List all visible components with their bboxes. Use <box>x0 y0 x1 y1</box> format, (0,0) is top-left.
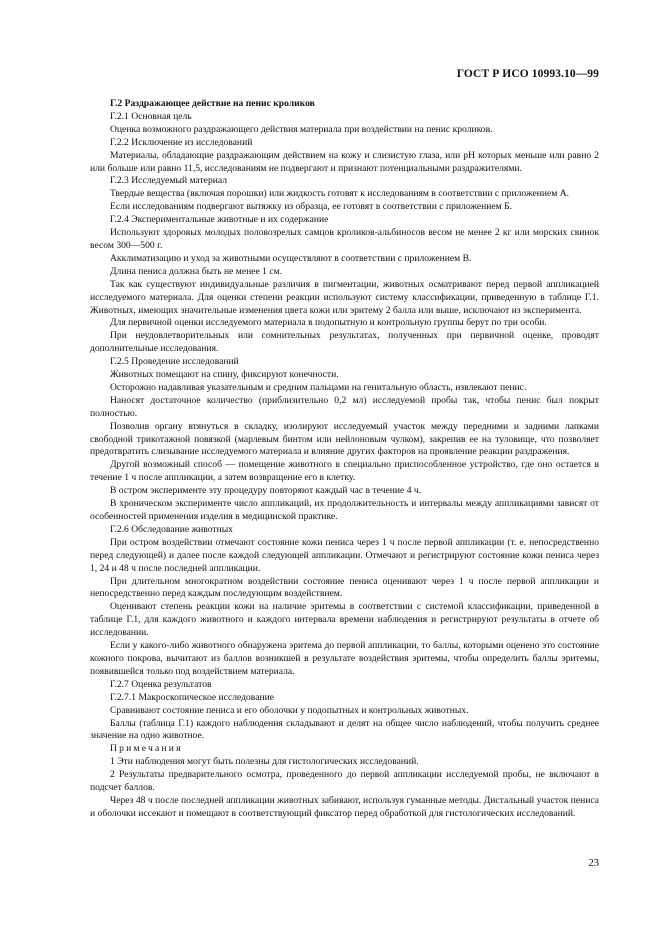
paragraph: Другой возможный способ — помещение животного в специально приспособленное устройство, где оно остается в течение 1 ч после аппликации, а затем возвращение его в клетку. <box>90 459 599 484</box>
paragraph: Баллы (таблица Г.1) каждого наблюдения складывают и делят на общее число наблюдений, чтобы получить среднее значение на одно животное. <box>90 717 599 742</box>
paragraph: Используют здоровых молодых половозрелых самцов кроликов-альбиносов весом не менее 2 кг или морских свинок весом 300—500 г. <box>90 227 599 251</box>
subsection-title: Г.2.4 Экспериментальные животные и их содержание <box>110 214 329 226</box>
note-item: 1 Эти наблюдения могут быть полезны для гистологических исследований. <box>110 756 419 768</box>
document-body <box>90 98 599 821</box>
paragraph: Материалы, обладающие раздражающим действием на кожу и слизистую глаза, или pH которых меньше или равно 2 или больше или равно 11,5, исследованиям не подвергают и признают потенциальными раздражителями. <box>90 149 599 174</box>
paragraph: Через 48 ч после последней аппликации животных забивают, используя гуманные методы. Дистальный участок пениса и оболочки иссекают и помещают в соответствующий фиксатор перед обработкой для гистологических исследований. <box>90 794 599 819</box>
paragraph: При остром воздействии отмечают состояние кожи пениса через 1 ч после первой аппликации (т. е. непосредственно перед следующей) и далее после каждой следующей аппликации. Отмечают и регистрируют состояние кожи пениса через 1, 24 и 48 ч после последней аппликации. <box>90 536 599 574</box>
subsection-title: Г.2.1 Основная цель <box>110 110 192 122</box>
paragraph: При длительном многократном воздействии состояние пениса оценивают через 1 ч после первой аппликации и непосредственно перед каждым последующим воздействием. <box>90 575 599 600</box>
paragraph: Длина пениса должна быть не менее 1 см. <box>110 265 283 277</box>
paragraph: Животных помещают на спину, фиксируют конечности. <box>110 369 339 381</box>
paragraph: Твердые вещества (включая порошки) или жидкость готовят к исследованиям в соответствии с приложением А. <box>110 188 570 200</box>
paragraph: Наносят достаточное количество (приблизительно 0,2 мл) исследуемой пробы так, чтобы пенис был покрыт полностью. <box>90 394 599 419</box>
section-heading: Г.2 Раздражающее действие на пенис кроликов <box>110 98 315 109</box>
paragraph: Оценивают степень реакции кожи на наличие эритемы в соответствии с системой классификации, приведенной в таблице Г.1, для каждого животного и каждого интервала времени наблюдения и регистрируют результаты в отчете об исследовании. <box>90 601 599 639</box>
page-number: 23 <box>588 858 599 869</box>
notes-heading: Примечания <box>110 743 183 755</box>
paragraph: В остром эксперименте эту процедуру повторяют каждый час в течение 4 ч. <box>110 485 422 497</box>
paragraph: В хроническом эксперименте число аппликаций, их продолжительность и интервалы между аппликациями зависят от особенностей применения изделия в медицинской практике. <box>90 498 599 522</box>
note-item: 2 Результаты предварительного осмотра, проведенного до первой аппликации исследуемой пробы, не включают в подсчет баллов. <box>90 769 599 794</box>
paragraph: Позволив органу втянуться в складку, изолируют исследуемый участок между передними и задними лапками свободной трикотажной повязкой (марлевым бинтом или нейлоновым чулком), закрепив ее на туловище, что позволяет предотвратить слизывание исследуемого материала и влияние других факторов на проявление реакции раздражения. <box>90 420 599 458</box>
subsection-title: Г.2.3 Исследуемый материал <box>110 175 228 187</box>
subsection-title: Г.2.5 Проведение исследований <box>110 356 239 368</box>
paragraph: Осторожно надавливая указательным и средним пальцами на генитальную область, извлекают пенис. <box>110 381 527 393</box>
paragraph: Если исследованиям подвергают вытяжку из образца, ее готовят в соответствии с приложением Б. <box>110 201 513 213</box>
paragraph: Так как существуют индивидуальные различия в пигментации, животных осматривают перед первой аппликацией исследуемого материала. Для оценки степени реакции используют систему классификации, приведенную в таблице Г.1. Животных, имеющих значительные изменения цвета кожи или эритему 2 балла или выше, исключают из эксперимента. <box>90 278 599 316</box>
paragraph: Для первичной оценки исследуемого материала в подопытную и контрольную группы берут по три особи. <box>110 317 547 329</box>
paragraph: Если у какого-либо животного обнаружена эритема до первой аппликации, то баллы, которыми оценено это состояние кожного покрова, вычитают из баллов возникшей в результате воздействия эритемы, чтобы определить баллы эритемы, появившейся только под воздействием материала. <box>90 640 599 677</box>
paragraph: Сравнивают состояние пениса и его оболочки у подопытных и контрольных животных. <box>110 704 469 716</box>
paragraph: Акклиматизацию и уход за животными осуществляют в соответствии с приложением В. <box>110 252 472 264</box>
paragraph: Оценка возможного раздражающего действия материала при воздействии на пенис кроликов. <box>110 123 493 135</box>
paragraph: При неудовлетворительных или сомнительных результатах, полученных при первичной оценке, проводят дополнительные исследования. <box>90 330 599 355</box>
subsection-title: Г.2.7 Оценка результатов <box>110 678 212 690</box>
subsection-title: Г.2.6 Обследование животных <box>110 523 233 535</box>
subsection-title: Г.2.7.1 Макроскопическое исследование <box>110 691 274 703</box>
document-header: ГОСТ Р ИСО 10993.10—99 <box>456 68 599 80</box>
subsection-title: Г.2.2 Исключение из исследований <box>110 136 253 148</box>
